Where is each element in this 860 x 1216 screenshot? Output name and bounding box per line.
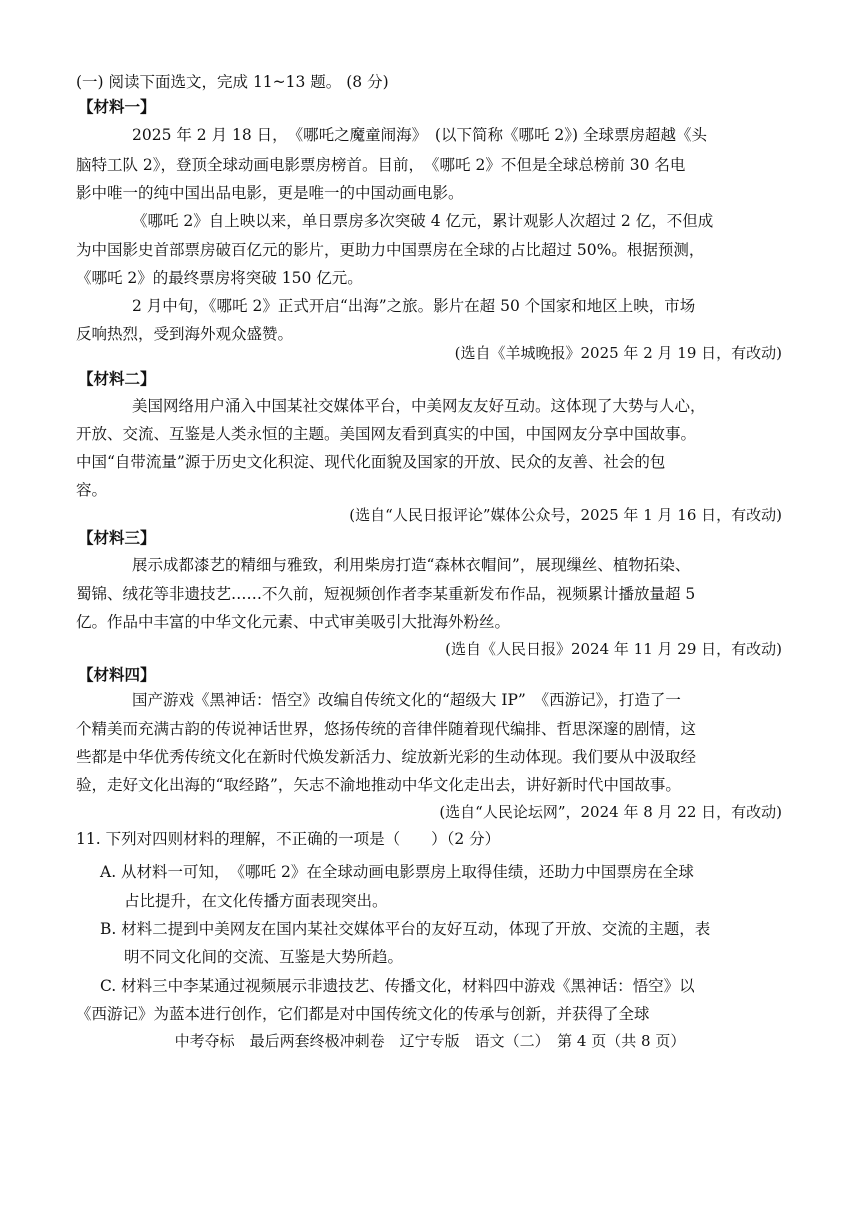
page-footer: 中考夺标 最后两套终极冲刺卷 辽宁专版 语文（二） 第 4 页（共 8 页） [174, 1032, 686, 1050]
option-c-continued: 《西游记》为蓝本进行创作，它们都是对中国传统文化的传承与创新，并获得了全球 [76, 1005, 650, 1023]
material-4-source: (选自“人民论坛网”，2024 年 8 月 22 日，有改动) [439, 803, 782, 821]
paragraph-line: 《哪吒 2》自上映以来，单日票房多次突破 4 亿元，累计观影人次超过 2 亿，不但成 [132, 212, 714, 230]
option-c: C. 材料三中李某通过视频展示非遗技艺、传播文化，材料四中游戏《黑神话：悟空》以 [100, 977, 695, 995]
option-a-continued: 占比提升，在文化传播方面表现突出。 [124, 892, 388, 910]
paragraph-line: 美国网络用户涌入中国某社交媒体平台，中美网友友好互动。这体现了大势与人心， [132, 397, 706, 415]
paragraph-line: 为中国影史首部票房破百亿元的影片，更助力中国票房在全球的占比超过 50%。根据预测， [76, 241, 705, 259]
paragraph-line: 些都是中华优秀传统文化在新时代焕发新活力、绽放新光彩的生动体现。我们要从中汲取经 [76, 748, 697, 766]
material-2-heading: 【材料二】 [78, 370, 156, 388]
material-3-heading: 【材料三】 [78, 529, 156, 547]
section-intro: (一) 阅读下面选文，完成 11~13 题。 (8 分) [76, 73, 389, 91]
paragraph-line: 容。 [76, 481, 108, 499]
paragraph-line: 反响热烈，受到海外观众盛赞。 [76, 325, 294, 343]
paragraph-line: 亿。作品中丰富的中华文化元素、中式审美吸引大批海外粉丝。 [76, 613, 511, 631]
option-a: A. 从材料一可知， 《哪吒 2》在全球动画电影票房上取得佳绩，还助力中国票房在全球 [100, 863, 694, 881]
material-4-heading: 【材料四】 [78, 666, 156, 684]
paragraph-line: 蜀锦、绒花等非遗技艺……不久前，短视频创作者李某重新发布作品，视频累计播放量超 5 [76, 585, 696, 603]
option-b-continued: 明不同文化间的交流、互鉴是大势所趋。 [124, 948, 404, 966]
paragraph-line: 2 月中旬，《哪吒 2》正式开启“出海”之旅。影片在超 50 个国家和地区上映，市场 [132, 297, 696, 315]
material-1-heading: 【材料一】 [78, 98, 156, 116]
paragraph-line: 《哪吒 2》的最终票房将突破 150 亿元。 [76, 269, 363, 287]
paragraph-line: 中国“自带流量”源于历史文化积淀、现代化面貌及国家的开放、民众的友善、社会的包 [76, 453, 666, 471]
material-1-source: (选自《羊城晚报》2025 年 2 月 19 日，有改动) [454, 344, 782, 362]
material-3-source: (选自《人民日报》2024 年 11 月 29 日，有改动) [445, 640, 782, 658]
paragraph-line: 个精美而充满古韵的传说神话世界，悠扬传统的音律伴随着现代编排、哲思深邃的剧情，这 [76, 720, 697, 738]
paragraph-line: 影中唯一的纯中国出品电影，更是唯一的中国动画电影。 [76, 184, 464, 202]
paragraph-line: 开放、交流、互鉴是人类永恒的主题。美国网友看到真实的中国，中国网友分享中国故事。 [76, 425, 697, 443]
option-b: B. 材料二提到中美网友在国内某社交媒体平台的友好互动，体现了开放、交流的主题，表 [100, 920, 711, 938]
paragraph-line: 脑特工队 2》，登顶全球动画电影票房榜首。目前， 《哪吒 2》不但是全球总榜前 30 名电 [76, 156, 686, 174]
paragraph-line: 2025 年 2 月 18 日， 《哪吒之魔童闹海》 (以下简称《哪吒 2》) 全球票房超越《头 [132, 126, 707, 144]
question-11-stem: 11. 下列对四则材料的理解，不正确的一项是（ ）（2 分） [76, 830, 501, 848]
paragraph-line: 展示成都漆艺的精细与雅致，利用柴房打造“森林衣帽间”，展现缫丝、植物拓染、 [132, 556, 691, 574]
paragraph-line: 国产游戏《黑神话：悟空》改编自传统文化的“超级大 IP” 《西游记》，打造了一 [132, 691, 681, 709]
material-2-source: (选自“人民日报评论”媒体公众号，2025 年 1 月 16 日，有改动) [349, 506, 782, 524]
paragraph-line: 验，走好文化出海的“取经路”，矢志不渝地推动中华文化走出去，讲好新时代中国故事。 [76, 776, 681, 794]
